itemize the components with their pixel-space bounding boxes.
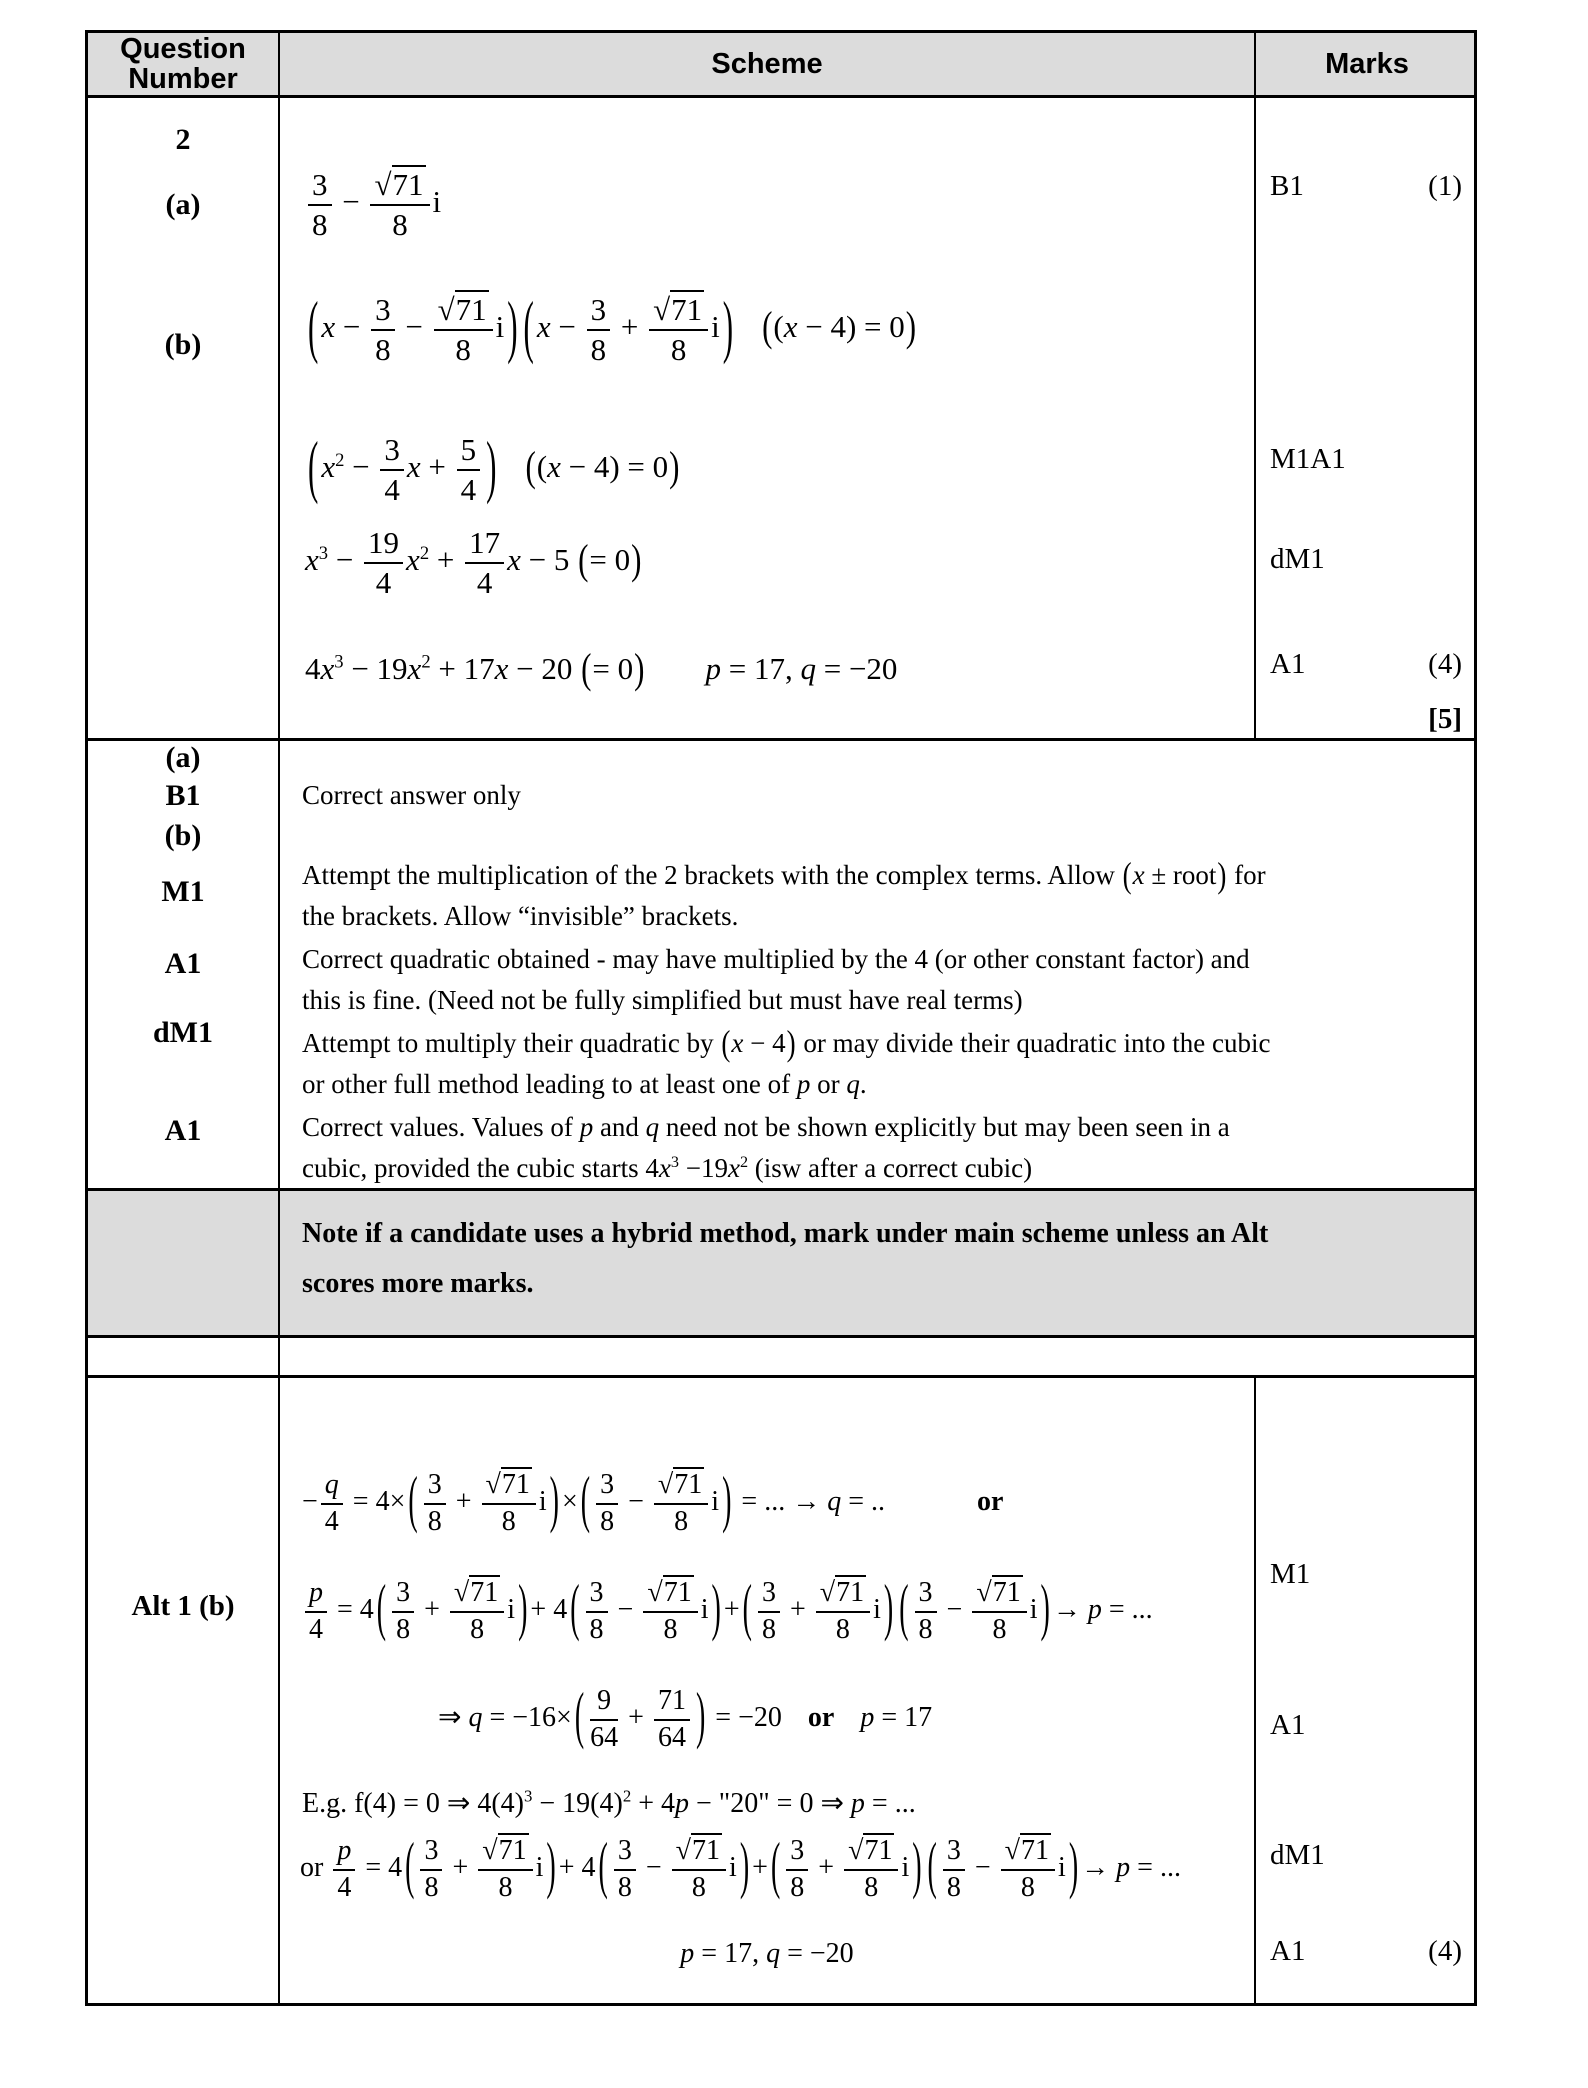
alt-mark-m1: M1 — [1270, 1558, 1311, 1590]
mark-a1: A1 (4) — [1270, 648, 1462, 680]
note-b1-text: Correct answer only — [302, 780, 521, 810]
spacer-main-cell — [280, 1338, 1478, 1375]
mark-scheme-table — [85, 30, 1477, 2006]
eq-part-a-root: $\frac{3}{8}$ − $\frac{√71}{8}$ i — [305, 168, 441, 242]
note-label-a: (a) — [165, 741, 201, 774]
alt-mark-a1: A1 — [1270, 1709, 1306, 1741]
table-header-row — [88, 33, 1474, 95]
alt-label: Alt 1 (b) — [131, 1590, 235, 1622]
question-2-row — [88, 95, 1474, 738]
part-a-label: (a) — [165, 188, 201, 221]
note-a1-text: Correct quadratic obtained - may have multiplied by the 4 (or other constant factor) and this is fine. (Need not be fully simplified but must have real terms) — [302, 944, 1250, 1015]
alt-1b-row — [88, 1375, 1474, 2003]
header-marks: Marks — [1325, 47, 1409, 80]
part-b-label: (b) — [164, 328, 202, 361]
note-label-a1b: A1 — [164, 1114, 202, 1147]
alt-eq-sum-roots: $\frac{p}{4}$ = 4 ( $\frac{3}{8}$ + $\frac{√71}{8}$ i ) + 4 ( $\frac{3}{8}$ − $\frac{√71}{8}$ i ) + ( $\frac{3}{8}$ + $\frac{√71}{8}$ i ) ( $\frac{3}{8}$ − $\frac{√71}{8}$ i ) → p = ... — [302, 1578, 1153, 1646]
eq-final-cubic: $4x^3 - 19x^2 + 17x - 20$ (= 0) p = 17, q = −20 — [305, 644, 898, 692]
alt-eq-product-roots: − $\frac{q}{4}$ = 4× ( $\frac{3}{8}$ + $\frac{√71}{8}$ i ) × ( $\frac{3}{8}$ − $\frac{√71}{8}$ i ) = ... → q = .. or — [302, 1466, 1004, 1537]
hybrid-note-empty-cell — [88, 1191, 280, 1335]
header-scheme: Scheme — [280, 33, 1256, 95]
alt-eq-q-value: ⇒ q = −16× ( $\frac{9}{64}$ + $\frac{71}{64}$ ) = −20 or p = 17 — [438, 1682, 933, 1753]
alt-eq-f4: E.g. f(4) = 0 ⇒ $4(4)^3 - 19(4)^2 + 4p$ − "20" = 0 ⇒ p = ... — [302, 1786, 916, 1819]
alt-eq-answers: p = 17, q = −20 — [680, 1938, 854, 1969]
mark-b1: B1 (1) — [1270, 170, 1462, 202]
notes-paragraphs — [302, 855, 1462, 1191]
note-dm1-text: Attempt to multiply their quadratic by (x − 4) or may divide their quadratic into the cubic or other full method leading to at least one of p or q. — [302, 1022, 1271, 1099]
header-question-number: Question Number — [88, 33, 280, 95]
alt-eq-or-p: or $\frac{p}{4}$ = 4 ( $\frac{3}{8}$ + $\frac{√71}{8}$ i ) + 4 ( $\frac{3}{8}$ − $\frac{√71}{8}$ i ) + ( $\frac{3}{8}$ + $\frac{√71}{8}$ i ) ( $\frac{3}{8}$ − $\frac{√71}{8}$ i ) → p = ... — [300, 1832, 1181, 1903]
scheme-cell-q2 — [280, 98, 1256, 738]
mark-dm1: dM1 — [1270, 543, 1325, 575]
note-m1-text: Attempt the multiplication of the 2 brackets with the complex terms. Allow (x ± root) for the brackets. Allow “invisible” brackets. — [302, 854, 1266, 931]
notes-text-cell — [280, 741, 1478, 1188]
alt-scheme-cell — [280, 1378, 1256, 2003]
note-label-a1: A1 — [164, 947, 202, 980]
hybrid-note-text: Note if a candidate uses a hybrid method, mark under main scheme unless an Alt scores more marks. — [302, 1218, 1269, 1299]
note-label-m1: M1 — [161, 875, 205, 908]
notes-labels-cell — [88, 741, 280, 1188]
question-number-cell — [88, 98, 280, 738]
alt-marks-cell — [1256, 1378, 1478, 2003]
question-number: 2 — [175, 123, 191, 156]
eq-complex-brackets: (x − $\frac{3}{8}$ − $\frac{√71}{8}$ i) (x − $\frac{3}{8}$ + $\frac{√71}{8}$ i) ((x − 4) = 0) — [308, 286, 917, 368]
note-label-b1: B1 — [165, 779, 201, 812]
marks-cell-q2 — [1256, 98, 1478, 738]
eq-cubic-over-4: $x^3$ − $\frac{19}{4}$ $x^2$ + $\frac{17}{4}$ x − 5 (= 0) — [305, 525, 642, 601]
spacer-left-cell — [88, 1338, 280, 1375]
eq-quadratic-factor: ($x^2$ − $\frac{3}{4}$ x + $\frac{5}{4}$ ) ((x − 4) = 0) — [308, 426, 680, 508]
mark-total: [5] — [1428, 703, 1462, 735]
note-label-b: (b) — [164, 819, 202, 852]
notes-row — [88, 738, 1474, 1188]
spacer-row — [88, 1335, 1474, 1375]
note-a1b-text: Correct values. Values of p and q need not be shown explicitly but may been seen in a cubic, provided the cubic starts $4x^3 -19x^2$ (isw after a correct cubic) — [302, 1112, 1230, 1183]
hybrid-note-cell — [280, 1191, 1478, 1335]
alt-mark-a1-final: A1 (4) — [1270, 1935, 1462, 1967]
mark-m1a1: M1A1 — [1270, 443, 1346, 475]
note-label-dm1: dM1 — [153, 1016, 213, 1049]
alt-mark-dm1: dM1 — [1270, 1839, 1325, 1871]
alt-label-cell — [88, 1378, 280, 2003]
hybrid-note-row — [88, 1188, 1474, 1335]
